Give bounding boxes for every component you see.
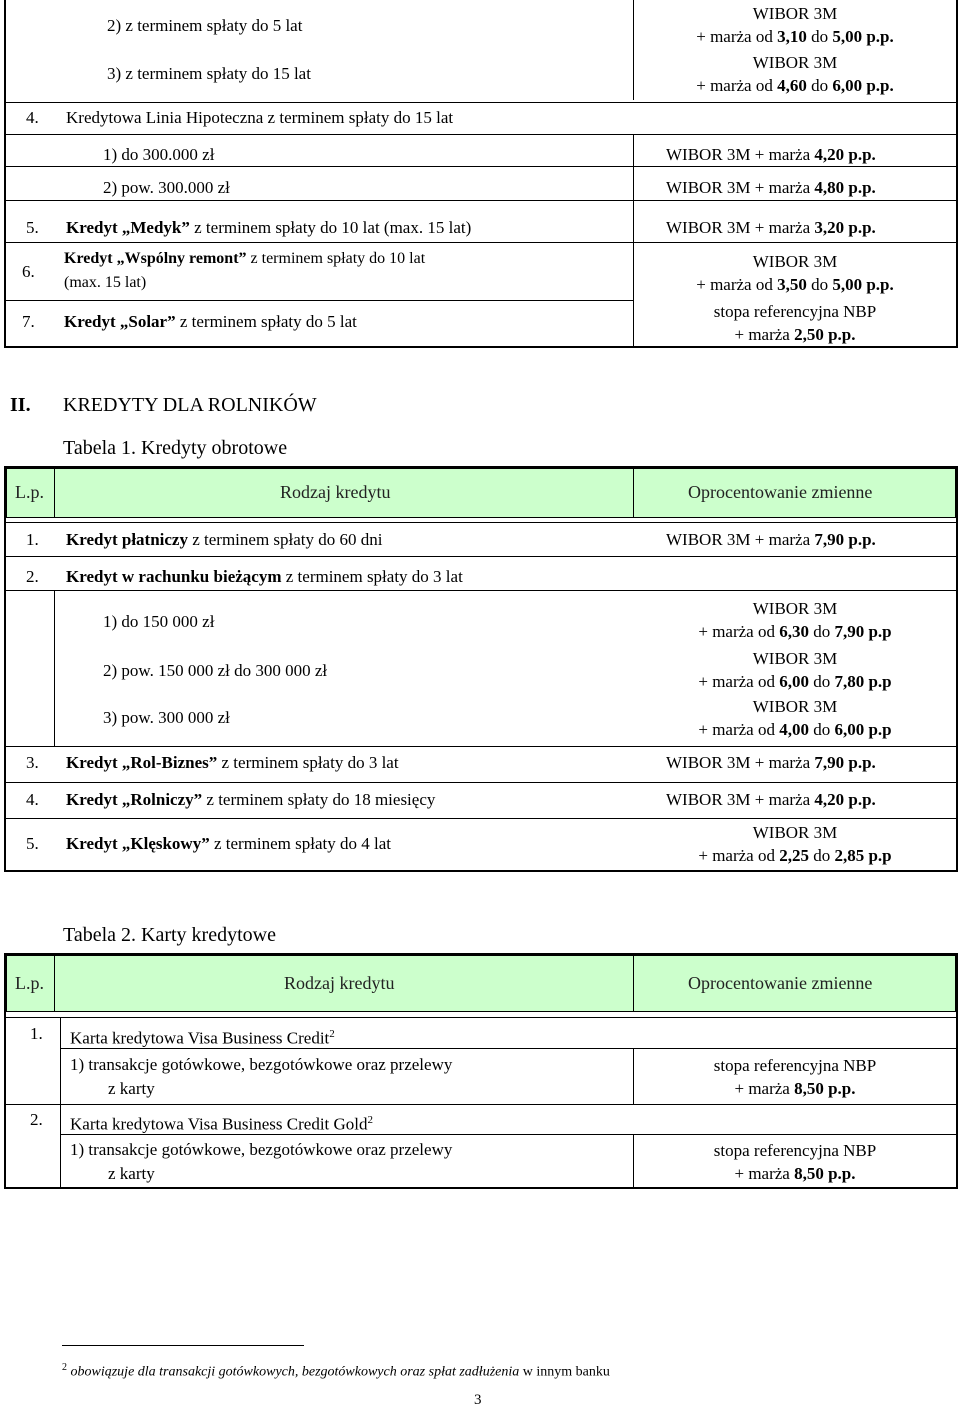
rate-cell	[634, 597, 956, 643]
row-label: Kredytowa Linia Hipoteczna z terminem spłaty do 15 lat	[66, 108, 454, 127]
rate-line: + marża od 4,60 do 6,00 p.p.	[696, 76, 894, 95]
rate-line: + marża od 6,00 do 7,80 p.p	[698, 672, 892, 691]
rate-cell: WIBOR 3M + marża 4,20 p.p.	[666, 145, 876, 164]
row-label: Kredyt „Klęskowy” z terminem spłaty do 4 lat	[66, 834, 392, 853]
rate-line: WIBOR 3M	[752, 252, 838, 271]
table-caption: Tabela 2. Karty kredytowe	[63, 924, 276, 946]
column-divider	[54, 590, 55, 746]
footnote-rule	[62, 1345, 304, 1346]
row-number: 7.	[22, 312, 35, 331]
row-number: 2.	[30, 1110, 43, 1129]
row-divider	[5, 556, 957, 557]
header-divider	[633, 955, 634, 1012]
rate-cell	[634, 1054, 956, 1100]
row-divider	[5, 522, 957, 523]
column-divider	[633, 134, 634, 200]
header-divider	[54, 955, 55, 1012]
row-divider	[5, 746, 957, 747]
row-label-line2: (max. 15 lat)	[64, 274, 147, 291]
row-number: 3.	[26, 753, 39, 772]
sub-item-label: 2) pow. 150 000 zł do 300 000 zł	[103, 661, 328, 680]
row-label: Kredyt „Wspólny remont” z terminem spłaty do 10 lat	[64, 250, 426, 267]
row-number: 4.	[26, 790, 39, 809]
row-divider	[5, 242, 957, 243]
sub-item-label: 1) transakcje gotówkowe, bezgotówkowe oraz przelewy	[70, 1140, 453, 1159]
sub-item-label: z karty	[108, 1164, 155, 1183]
rate-line: stopa referencyjna NBP	[713, 1141, 877, 1160]
row-label: Kredyt „Medyk” z terminem spłaty do 10 lat (max. 15 lat)	[66, 218, 472, 237]
sub-item-label: 3) pow. 300 000 zł	[103, 708, 230, 727]
rate-cell: WIBOR 3M + marża 4,80 p.p.	[666, 178, 876, 197]
sub-item-label: 2) z terminem spłaty do 5 lat	[107, 16, 303, 35]
header-divider	[633, 468, 634, 518]
row-divider	[5, 1017, 957, 1018]
row-label: Karta kredytowa Visa Business Credit$^2$	[70, 1028, 335, 1048]
rate-line: WIBOR 3M	[752, 823, 838, 842]
rate-line: + marża 2,50 p.p.	[734, 325, 856, 344]
rate-cell: WIBOR 3M + marża 7,90 p.p.	[666, 530, 876, 549]
row-number: 5.	[26, 218, 39, 237]
row-divider	[5, 590, 957, 591]
sub-item-label: 1) do 300.000 zł	[103, 145, 215, 164]
rate-line: WIBOR 3M	[752, 53, 838, 72]
row-divider	[5, 200, 957, 201]
header-divider	[54, 468, 55, 518]
row-label: Kredyt „Solar” z terminem spłaty do 5 lat	[64, 312, 357, 331]
row-number: 5.	[26, 834, 39, 853]
section-title: KREDYTY DLA ROLNIKÓW	[63, 394, 317, 416]
row-number: 4.	[26, 108, 39, 127]
row-divider	[5, 782, 957, 783]
header-rodzaj: Rodzaj kredytu	[284, 973, 395, 993]
page-number: 3	[474, 1392, 482, 1408]
rate-cell	[634, 647, 956, 693]
rate-cell: WIBOR 3M + marża 3,20 p.p.	[666, 218, 876, 237]
rate-line: WIBOR 3M	[752, 649, 838, 668]
rate-cell	[634, 821, 956, 867]
rate-line: + marża od 2,25 do 2,85 p.p	[698, 846, 892, 865]
sub-item-label: 1) transakcje gotówkowe, bezgotówkowe oraz przelewy	[70, 1055, 453, 1074]
rate-cell	[634, 300, 956, 346]
header-lp: L.p.	[15, 973, 44, 993]
table-caption: Tabela 1. Kredyty obrotowe	[63, 437, 288, 459]
header-oprocentowanie: Oprocentowanie zmienne	[688, 973, 873, 993]
header-oprocentowanie: Oprocentowanie zmienne	[688, 482, 873, 502]
rate-cell	[634, 51, 956, 97]
rate-line: + marża od 3,10 do 5,00 p.p.	[696, 27, 894, 46]
row-divider	[5, 102, 957, 103]
row-divider	[5, 300, 633, 301]
rate-cell	[634, 250, 956, 296]
row-number: 1.	[30, 1024, 43, 1043]
header-lp: L.p.	[15, 482, 44, 502]
rate-cell	[634, 695, 956, 741]
row-label: Kredyt płatniczy z terminem spłaty do 60 dni	[66, 530, 383, 549]
row-label: Kredyt w rachunku bieżącym z terminem spłaty do 3 lat	[66, 567, 463, 586]
rate-line: + marża 8,50 p.p.	[734, 1079, 856, 1098]
rate-cell: WIBOR 3M + marża 4,20 p.p.	[666, 790, 876, 809]
rate-line: WIBOR 3M	[752, 697, 838, 716]
row-divider	[5, 818, 957, 819]
rate-line: + marża od 6,30 do 7,90 p.p	[698, 622, 892, 641]
row-divider	[5, 134, 957, 135]
row-divider	[5, 1104, 957, 1105]
row-number: 6.	[22, 262, 35, 281]
rate-line: + marża 8,50 p.p.	[734, 1164, 856, 1183]
row-number: 2.	[26, 567, 39, 586]
row-label: Kredyt „Rolniczy” z terminem spłaty do 18 miesięcy	[66, 790, 436, 809]
rate-line: WIBOR 3M	[752, 4, 838, 23]
rate-line: + marża od 3,50 do 5,00 p.p.	[696, 275, 894, 294]
footnote: $^2$ obowiązuje dla transakcji gotówkowych, bezgotówkowych oraz spłat zadłużenia w innym banku	[62, 1362, 610, 1380]
header-rodzaj: Rodzaj kredytu	[280, 482, 391, 502]
rate-line: stopa referencyjna NBP	[713, 1056, 877, 1075]
sub-item-label: 1) do 150 000 zł	[103, 612, 215, 631]
rate-cell	[634, 1139, 956, 1185]
rate-line: stopa referencyjna NBP	[713, 302, 877, 321]
rate-cell	[634, 2, 956, 48]
rate-cell: WIBOR 3M + marża 7,90 p.p.	[666, 753, 876, 772]
column-divider	[60, 1017, 61, 1187]
sub-item-label: 3) z terminem spłaty do 15 lat	[107, 64, 311, 83]
row-label: Kredyt „Rol-Biznes” z terminem spłaty do 3 lat	[66, 753, 399, 772]
row-label: Karta kredytowa Visa Business Credit Gold$^2$	[70, 1114, 374, 1134]
sub-item-label: z karty	[108, 1079, 155, 1098]
sub-item-label: 2) pow. 300.000 zł	[103, 178, 230, 197]
rate-line: + marża od 4,00 do 6,00 p.p	[698, 720, 892, 739]
row-divider	[5, 166, 957, 167]
rate-line: WIBOR 3M	[752, 599, 838, 618]
section-number: II.	[10, 394, 31, 416]
row-number: 1.	[26, 530, 39, 549]
